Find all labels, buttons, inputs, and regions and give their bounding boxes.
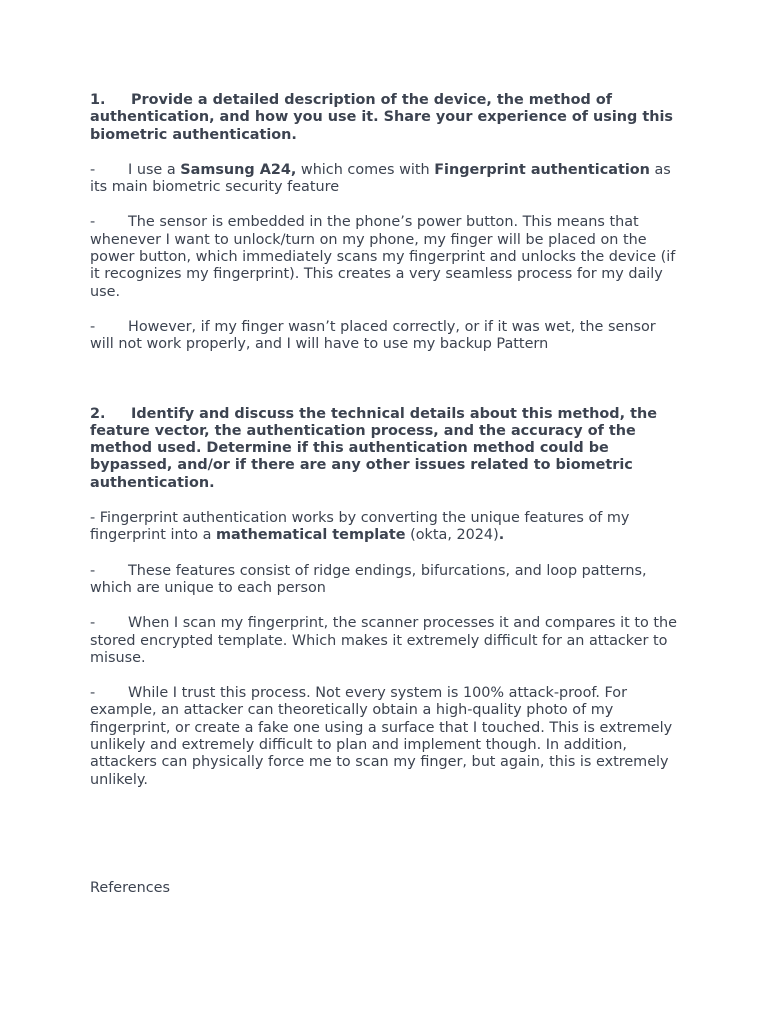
document-body (90, 92, 682, 789)
question-2-number: 2. (90, 405, 106, 422)
answer-1-bullet-2-text: The sensor is embedded in the phone’s power button. This means that whenever I want to unlock/turn on my phone, my finger will be placed on the power button, which immediately scans my fingerprint and unlocks the device (if it recognizes my fingerprint). This creates a very seamless process for my daily use. (90, 214, 676, 300)
answer-2-bullet-1 (90, 563, 682, 598)
answer-2-intro-pre: - Fingerprint authentication works by converting the unique features of my fingerprint into a (90, 510, 630, 544)
mathematical-template: mathematical template (216, 527, 406, 544)
answer-1-bullet-1 (90, 162, 682, 197)
references-heading: References (90, 880, 170, 896)
bullet-dash: - (90, 685, 96, 702)
answer-1-bullet-1-pre: I use a (128, 161, 181, 178)
bullet-dash: - (90, 318, 96, 335)
answer-2-bullet-2-text: When I scan my fingerprint, the scanner processes it and compares it to the stored encrypted template. Which makes it extremely difficult for an attacker to misuse. (90, 615, 677, 666)
answer-2-bullet-3 (90, 685, 682, 789)
bullet-dash: - (90, 214, 96, 231)
question-1 (90, 92, 682, 144)
bullet-dash: - (90, 161, 96, 178)
answer-1-bullet-1-post: as its main biometric security feature (90, 161, 671, 196)
intro-period: . (498, 527, 505, 544)
feature-name: Fingerprint authentication (434, 161, 650, 178)
answer-2-bullet-2 (90, 615, 682, 667)
bullet-dash: - (90, 562, 96, 579)
answer-2-bullet-1-text: These features consist of ridge endings, bifurcations, and loop patterns, which are unique to each person (90, 562, 647, 596)
answer-1-bullet-3-text: However, if my finger wasn’t placed correctly, or if it was wet, the sensor will not work properly, and I will have to use my backup Pattern (90, 318, 656, 353)
answer-2-bullet-3-text: While I trust this process. Not every system is 100% attack-proof. For example, an attacker can theoretically obtain a high-quality photo of my fingerprint, or create a fake one using a surface that I touched. This is extremely unlikely and extremely difficult to plan and implement though. In addition, attackers can physically force me to scan my finger, but again, this is extremely unlikely. (90, 685, 673, 788)
question-1-number: 1. (90, 92, 106, 108)
question-2 (90, 406, 682, 492)
answer-1-bullet-1-mid: which comes with (296, 161, 435, 178)
question-1-text: Provide a detailed description of the device, the method of authentication, and how you use it. Share your experience of using this biometric authentication. (90, 92, 673, 143)
bullet-dash: - (90, 615, 96, 632)
answer-1-bullet-3 (90, 319, 682, 354)
device-name: Samsung A24, (180, 161, 297, 178)
answer-2-intro (90, 510, 682, 545)
question-2-text: Identify and discuss the technical details about this method, the feature vector, the authentication process, and the accuracy of the method used. Determine if this authentication method could be bypassed, and/or if there are any other issues related to biometric authentication. (90, 405, 657, 491)
answer-1-bullet-2 (90, 214, 682, 300)
citation: (okta, 2024) (405, 527, 499, 544)
